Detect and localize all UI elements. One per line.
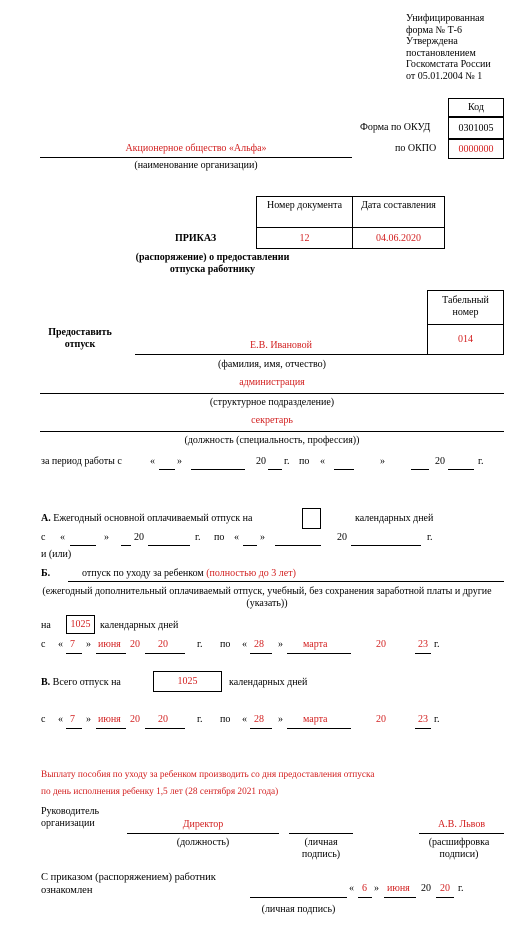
section-v-q3: « bbox=[242, 714, 247, 725]
section-b-q4: » bbox=[278, 639, 283, 650]
section-b-day2: 28 bbox=[254, 639, 264, 650]
section-v-q2: » bbox=[86, 714, 91, 725]
ack-q2: » bbox=[374, 883, 379, 894]
work-period-g2: г. bbox=[478, 456, 484, 467]
work-period-year1-line bbox=[268, 469, 282, 470]
section-v-letter: В. bbox=[41, 677, 51, 688]
code-header: Код bbox=[448, 98, 504, 117]
section-a-q1: « bbox=[60, 532, 65, 543]
section-b-day1-line bbox=[66, 653, 82, 654]
work-period-year2-line bbox=[448, 469, 474, 470]
section-a-q3: « bbox=[234, 532, 239, 543]
section-b-month2: марта bbox=[303, 639, 328, 650]
department-value: администрация bbox=[239, 377, 305, 388]
okud-label: Форма по ОКУД bbox=[360, 122, 431, 133]
ack-y1: 20 bbox=[421, 883, 431, 894]
tab-number-header: Табельный номер bbox=[427, 290, 504, 325]
section-a-g2: г. bbox=[427, 532, 433, 543]
section-a-days-box bbox=[302, 508, 321, 529]
section-a-g1: г. bbox=[195, 532, 201, 543]
work-period-q2: » bbox=[177, 456, 182, 467]
head-position: Директор bbox=[182, 819, 224, 830]
work-period-po: по bbox=[299, 456, 310, 467]
section-a-po: по bbox=[214, 532, 225, 543]
grant-vacation-label: Предоставить отпуск bbox=[48, 327, 112, 350]
section-v-year2b: 23 bbox=[418, 714, 428, 725]
section-v-po: по bbox=[220, 714, 231, 725]
order-subtitle: (распоряжение) о предоставлении отпуска работнику bbox=[135, 252, 290, 275]
section-v-q4: » bbox=[278, 714, 283, 725]
work-period-q4: » bbox=[380, 456, 385, 467]
header-approved: Утверждена bbox=[406, 36, 458, 47]
ack-label: С приказом (распоряжением) работник ознакомлен bbox=[41, 872, 216, 896]
section-b-year1a: 20 bbox=[130, 639, 140, 650]
section-b-g2: г. bbox=[434, 639, 440, 650]
ack-month-line bbox=[384, 897, 416, 898]
work-period-y1: 20 bbox=[256, 456, 266, 467]
section-v-g1: г. bbox=[197, 714, 203, 725]
section-v-day2-line bbox=[250, 728, 272, 729]
section-a-days-label: календарных дней bbox=[355, 513, 434, 524]
okud-value: 0301005 bbox=[448, 117, 504, 139]
section-a-y2: 20 bbox=[337, 532, 347, 543]
section-v-year1b: 20 bbox=[158, 714, 168, 725]
header-date: от 05.01.2004 № 1 bbox=[406, 70, 483, 82]
ack-month: июня bbox=[387, 883, 410, 894]
section-b-days: 1025 bbox=[66, 615, 95, 634]
employee-name-line bbox=[135, 354, 427, 355]
organization-line bbox=[40, 157, 352, 158]
section-v bbox=[41, 677, 121, 688]
section-b-letter: Б. bbox=[41, 568, 51, 579]
section-v-day1: 7 bbox=[70, 714, 75, 725]
section-a-y1: 20 bbox=[134, 532, 144, 543]
section-b-g1: г. bbox=[197, 639, 203, 650]
head-sign-line bbox=[289, 833, 353, 834]
ack-day-line bbox=[358, 897, 372, 898]
section-b-year2b: 23 bbox=[418, 639, 428, 650]
section-v-q1: « bbox=[58, 714, 63, 725]
section-b-year1-line bbox=[145, 653, 185, 654]
work-period-q3: « bbox=[320, 456, 325, 467]
department-line bbox=[40, 393, 504, 394]
section-b-text-red: (полностью до 3 лет) bbox=[206, 568, 296, 579]
section-a bbox=[41, 513, 252, 524]
section-a-year1-line bbox=[148, 545, 190, 546]
section-a-q4: » bbox=[260, 532, 265, 543]
section-a-letter: А. bbox=[41, 513, 51, 524]
doc-number-header: Номер документа bbox=[256, 196, 353, 228]
section-b-year1b: 20 bbox=[158, 639, 168, 650]
section-b-month2-line bbox=[287, 653, 351, 654]
position-line bbox=[40, 431, 504, 432]
section-b-q3: « bbox=[242, 639, 247, 650]
department-caption: (структурное подразделение) bbox=[209, 397, 335, 408]
header-unified: Унифицированная bbox=[406, 13, 485, 24]
form-header bbox=[406, 13, 491, 82]
work-period-month1-line bbox=[191, 469, 245, 470]
section-v-month2-line bbox=[287, 728, 351, 729]
section-a-text: Ежегодный основной оплачиваемый отпуск на bbox=[53, 513, 253, 524]
section-b-day1: 7 bbox=[70, 639, 75, 650]
section-a-year2-line bbox=[351, 545, 421, 546]
header-goskomstat: Госкомстата России bbox=[406, 59, 491, 70]
section-b-line bbox=[68, 581, 504, 582]
section-b-month1-line bbox=[96, 653, 126, 654]
section-v-g2: г. bbox=[434, 714, 440, 725]
head-decode: А.В. Львов bbox=[437, 819, 486, 830]
section-v-s: с bbox=[41, 714, 46, 725]
section-v-year1a: 20 bbox=[130, 714, 140, 725]
section-b-month1: июня bbox=[98, 639, 121, 650]
section-b-caption: (ежегодный дополнительный оплачиваемый отпуск, учебный, без сохранения заработной платы и другие (указать)) bbox=[42, 586, 492, 609]
section-b-year2a: 20 bbox=[376, 639, 386, 650]
section-v-year2-line bbox=[415, 728, 431, 729]
doc-number-value: 12 bbox=[256, 227, 353, 249]
position-caption: (должность (специальность, профессия)) bbox=[184, 435, 360, 446]
ack-year-line bbox=[436, 897, 454, 898]
section-a-month1-line bbox=[121, 545, 131, 546]
tab-number-value: 014 bbox=[427, 324, 504, 355]
section-v-year2a: 20 bbox=[376, 714, 386, 725]
organization-caption: (наименование организации) bbox=[134, 160, 258, 171]
head-decode-line bbox=[419, 833, 504, 834]
section-b-days-label: календарных дней bbox=[100, 620, 179, 631]
head-position-line bbox=[127, 833, 279, 834]
section-a-day1-line bbox=[70, 545, 96, 546]
doc-date-header: Дата составления bbox=[352, 196, 445, 228]
section-v-month1: июня bbox=[98, 714, 121, 725]
ack-y2: 20 bbox=[440, 883, 450, 894]
section-v-days: 1025 bbox=[153, 671, 222, 692]
okpo-value: 0000000 bbox=[448, 139, 504, 159]
ack-q1: « bbox=[349, 883, 354, 894]
work-period-day1-line bbox=[159, 469, 175, 470]
section-b-day2-line bbox=[250, 653, 272, 654]
section-v-month1-line bbox=[96, 728, 126, 729]
section-v-month2: марта bbox=[303, 714, 328, 725]
benefit-note-line1: Выплату пособия по уходу за ребенком производить со дня предоставления отпуска bbox=[41, 770, 375, 780]
section-v-days-label: календарных дней bbox=[229, 677, 308, 688]
employee-name: Е.В. Ивановой bbox=[250, 340, 312, 351]
ack-sign-line bbox=[250, 897, 347, 898]
work-period-month2-line bbox=[411, 469, 429, 470]
section-b-q2: » bbox=[86, 639, 91, 650]
section-b-po: по bbox=[220, 639, 231, 650]
section-v-day1-line bbox=[66, 728, 82, 729]
section-b-na: на bbox=[41, 620, 51, 631]
work-period-g1: г. bbox=[284, 456, 290, 467]
section-a-day2-line bbox=[243, 545, 257, 546]
employee-name-caption: (фамилия, имя, отчество) bbox=[218, 359, 326, 370]
head-decode-caption: (расшифровка подписи) bbox=[428, 837, 490, 860]
ack-sign-caption: (личная подпись) bbox=[261, 904, 336, 915]
work-period-day2-line bbox=[334, 469, 354, 470]
header-form-no: форма № Т-6 bbox=[406, 24, 463, 36]
section-a-s: с bbox=[41, 532, 46, 543]
section-v-year1-line bbox=[145, 728, 185, 729]
head-position-caption: (должность) bbox=[176, 837, 230, 848]
section-v-text: Всего отпуск на bbox=[52, 677, 121, 688]
head-sign-caption: (личная подпись) bbox=[301, 837, 341, 860]
section-b-text-wrap bbox=[82, 568, 296, 579]
section-b-s: с bbox=[41, 639, 46, 650]
ack-g: г. bbox=[458, 883, 464, 894]
section-b-q1: « bbox=[58, 639, 63, 650]
section-v-day2: 28 bbox=[254, 714, 264, 725]
section-b-year2-line bbox=[415, 653, 431, 654]
doc-date-value: 04.06.2020 bbox=[352, 227, 445, 249]
order-title: ПРИКАЗ bbox=[175, 233, 217, 244]
and-or-label: и (или) bbox=[41, 549, 72, 560]
benefit-note-line2: по день исполнения ребенку 1,5 лет (28 сентября 2021 года) bbox=[41, 787, 279, 797]
work-period-y2: 20 bbox=[435, 456, 445, 467]
position-value: секретарь bbox=[251, 415, 293, 426]
ack-day: 6 bbox=[362, 883, 367, 894]
section-b-text: отпуск по уходу за ребенком bbox=[82, 568, 204, 579]
organization-name: Акционерное общество «Альфа» bbox=[125, 143, 267, 154]
work-period-q1: « bbox=[150, 456, 155, 467]
work-period-label: за период работы с bbox=[41, 456, 122, 467]
header-decree: постановлением bbox=[406, 47, 476, 59]
head-label: Руководитель организации bbox=[41, 806, 100, 829]
section-a-month2-line bbox=[275, 545, 321, 546]
okpo-label: по ОКПО bbox=[395, 143, 437, 154]
section-a-q2: » bbox=[104, 532, 109, 543]
